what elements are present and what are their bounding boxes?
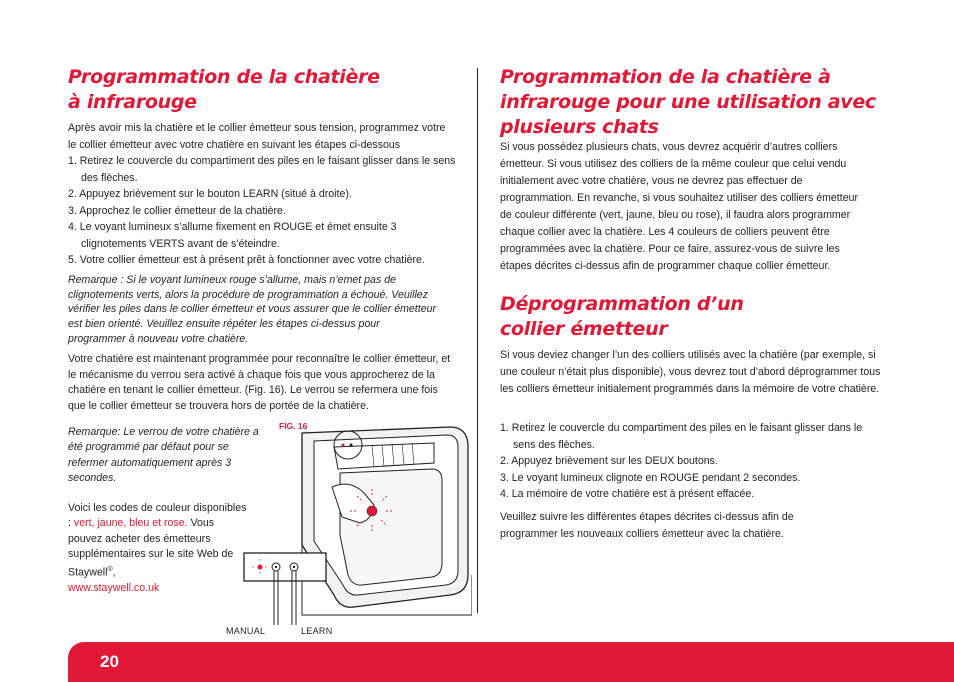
step-item: 5. Votre collier émetteur est à présent prêt à fonctionner avec votre chatière. — [68, 254, 425, 266]
step-item: 3. Le voyant lumineux clignote en ROUGE pendant 2 secondes. — [500, 471, 801, 484]
title-line: à infrarouge — [68, 91, 197, 113]
cat-flap-illustration — [222, 425, 472, 625]
lock-text: Le verrou se refermera une fois que le collier émetteur se trouvera hors de portée de la chatière. — [68, 384, 438, 412]
title-line: Programmation de la chatière à — [500, 66, 831, 88]
intro-paragraph: Après avoir mis la chatière et le collier émetteur sous tension, programmez votre le collier émetteur avec votre chatière en suivant les étapes ci-dessous — [68, 122, 446, 151]
figure-label: FIG. 16 — [279, 421, 308, 431]
title-line: plusieurs chats — [500, 116, 659, 138]
title-line: Déprogrammation d’un — [500, 293, 744, 315]
codes-text: Voici les codes de couleur disponibles : — [68, 502, 247, 530]
lock-text: Votre chatière est maintenant programmée pour reconnaître le collier émetteur, et le mécanisme du verrou sera activé à chaque fois que vous approcherez de la chatière en tenant le collier émetteur. — [68, 353, 451, 396]
remark-paragraph: Remarque : Si le voyant lumineux rouge s’allume, mais n’emet pas de clignotements verts, alors la procédure de programmation a échoué. Veuillez vérifier les piles dans le collier émetteur et vous assurer que le collier émetteur est bien orienté. Veuillez ensuite répéter les étapes ci-dessus pour programmer à nouveau votre chatière. — [68, 274, 437, 345]
title-line: collier émetteur — [500, 318, 668, 340]
page-footer — [68, 642, 954, 682]
title-line: Programmation de la chatière — [68, 66, 380, 88]
step-item: 1. Retirez le couvercle du compartiment des piles en le faisant glisser dans le sens des flèches. — [500, 422, 863, 451]
codes-comma: , — [112, 566, 116, 579]
manual-button-label: MANUAL — [226, 626, 266, 636]
column-divider — [477, 68, 478, 613]
registered-mark: ® — [107, 566, 113, 574]
step-item: 4. Le voyant lumineux s’allume fixement en ROUGE et émet ensuite 3 clignotements VERTS avant de s’éteindre. — [68, 221, 397, 250]
codes-text: Vous pouvez acheter des émetteurs supplémentaires sur le site Web de Staywell — [68, 517, 234, 579]
step-item: 2. Appuyez brièvement sur les DEUX boutons. — [500, 455, 718, 467]
deprog-intro-paragraph: Si vous deviez changer l’un des colliers utilisés avec la chatière (par exemple, si une couleur n’était plus disponible), vous devrez tout d’abord déprogrammer tous les colliers émetteur initialement programmés dans la mémoire de votre chatière. — [500, 349, 881, 395]
staywell-link[interactable]: www.staywell.co.uk — [68, 582, 160, 595]
lock-paragraph — [68, 352, 456, 414]
available-colors: vert, jaune, bleu et rose. — [73, 517, 188, 530]
fig-reference: (Fig. 16). — [244, 384, 288, 396]
default-lock-remark: Remarque: Le verrou de votre chatière a été programmé par défaut pour se refermer automatiquement après 3 secondes. — [68, 426, 259, 484]
section-title-deprogramming — [500, 292, 900, 342]
deprogramming-steps — [500, 420, 884, 503]
step-item: 2. Appuyez brièvement sur le bouton LEARN (situé à droite). — [68, 188, 352, 200]
page-number: 20 — [100, 652, 119, 671]
step-item: 4. La mémoire de votre chatière est à présent effacée. — [500, 488, 755, 500]
outro-paragraph: Veuillez suivre les différentes étapes décrites ci-dessus afin de programmer les nouveaux colliers émetteur avec la chatière. — [500, 511, 794, 540]
multi-cat-paragraph: Si vous possédez plusieurs chats, vous devrez acquérir d’autres colliers émetteur. Si vous utilisez des colliers de la même couleur que celui vendu initialement avec votre chatière, vous ne devrez pas effectuer de programmation. En revanche, si vous souhaitez utiliser des colliers émetteur de couleur différente (vert, jaune, bleu ou rose), il faudra alors programmer chaque collier avec la chatière. Les 4 couleurs de colliers peuvent être programmées avec la chatière. Pour ce faire, assurez-vous de suivre les étapes décrites ci-dessus afin de programmer chaque collier émetteur. — [500, 141, 858, 272]
step-item: 3. Approchez le collier émetteur de la chatière. — [68, 204, 286, 217]
programming-steps — [68, 153, 456, 269]
step-item: 1. Retirez le couvercle du compartiment des piles en le faisant glisser dans le sens des flèches. — [68, 155, 456, 184]
section-title-programming — [68, 65, 468, 115]
title-line: infrarouge pour une utilisation avec — [500, 91, 876, 113]
section-title-multi-cat — [500, 65, 900, 140]
learn-button-label: LEARN — [301, 626, 333, 636]
